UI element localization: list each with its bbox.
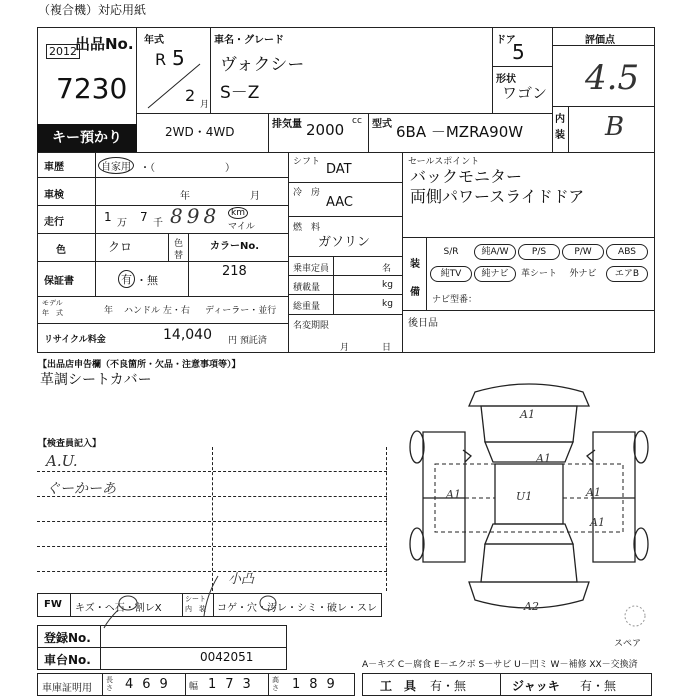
equipment-option: S/R xyxy=(443,247,459,257)
color-swap-1: 色 xyxy=(174,239,184,249)
key-badge: キー預かり xyxy=(37,124,137,152)
diagram-damage-mark: A2 xyxy=(524,600,539,613)
km-unit: km xyxy=(228,207,248,219)
car-name: ヴォクシー xyxy=(220,55,305,75)
equipment-label-1: 装 xyxy=(410,259,420,270)
fuel-label: 燃 料 xyxy=(293,223,321,233)
interior-label-1: 内 xyxy=(555,114,565,125)
width-value: 173 xyxy=(208,677,260,692)
sales-line-2: 両側パワースライドドア xyxy=(410,187,585,206)
inspection-year: 年 xyxy=(180,191,190,202)
mileage-hand: 898 xyxy=(170,204,221,228)
weight-label: 総重量 xyxy=(293,302,321,312)
lot-year-stamp: 2012 xyxy=(46,44,80,59)
diagram-damage-mark: U1 xyxy=(516,490,533,503)
model-year-line-1: モデル xyxy=(42,299,63,307)
load-label: 積載量 xyxy=(293,283,321,293)
month-value: 2 xyxy=(185,86,196,105)
mileage-man: 1 xyxy=(104,210,112,224)
equipment-option: P/W xyxy=(562,244,604,260)
fw-stains: コゲ・穴・汚レ・シミ・破レ・スレ xyxy=(217,603,377,614)
mileage-sen: 7 xyxy=(140,210,148,224)
model-year-char: 年 xyxy=(104,306,114,316)
tools-label: 工 具 xyxy=(380,679,417,693)
diagram-damage-mark: A1 xyxy=(536,452,551,465)
ac-value: AAC xyxy=(326,195,353,210)
month-unit: 月 xyxy=(200,100,210,110)
reg-no-label: 登録No. xyxy=(44,631,91,645)
color-swap-2: 替 xyxy=(174,251,184,261)
interior-label-2: 装 xyxy=(555,130,565,141)
eval-label: 評価点 xyxy=(585,35,615,46)
name-label: 車名・グレード xyxy=(214,35,284,46)
fuel-value: ガソリン xyxy=(318,235,371,250)
damage-legend: A－キズ C－腐食 E－エクボ S－サビ U－凹ミ W－補修 XX－交換済 xyxy=(362,660,638,670)
shape-value: ワゴン xyxy=(502,84,548,102)
history-rest: ・（ ） xyxy=(140,163,235,174)
recycle-value: 14,040 xyxy=(163,327,212,343)
diagram-damage-mark: A1 xyxy=(520,408,535,421)
lot-number: 7230 xyxy=(56,72,128,105)
warranty-no: ・無 xyxy=(136,274,158,287)
tools-value: 有・無 xyxy=(430,679,467,693)
equipment-option: ABS xyxy=(606,244,648,260)
diagram-damage-mark: A1 xyxy=(586,486,601,499)
handle-value: ハンドル 左・右 xyxy=(124,306,190,316)
fw-scratches: キズ・ヘ石・割レX xyxy=(75,603,162,614)
recycle-label: リサイクル料金 xyxy=(44,335,106,345)
reg-change-label: 名変期限 xyxy=(293,321,330,331)
shape-label: 形状 xyxy=(496,74,516,85)
warranty-yes: 有 xyxy=(118,270,135,288)
mileage-label: 走行 xyxy=(44,217,64,228)
equipment-option: P/S xyxy=(518,244,560,260)
year-num: 5 xyxy=(172,46,185,70)
len-label: 長さ xyxy=(106,676,113,692)
equipment-option: 外ナビ xyxy=(569,269,597,279)
chassis-value: 0042051 xyxy=(200,650,254,664)
history-value: 自家用 xyxy=(98,157,134,174)
year-era: R xyxy=(155,50,167,69)
color-no-value: 218 xyxy=(222,264,247,279)
model-year-line-2: 年 式 xyxy=(42,309,63,317)
height-value: 189 xyxy=(292,677,344,692)
drive-value: 2WD・4WD xyxy=(165,125,235,139)
recycle-unit: 円 預託済 xyxy=(228,336,267,346)
interior-score: B xyxy=(605,112,625,142)
inspection-month: 月 xyxy=(250,191,260,202)
lot-label: 出品No. xyxy=(75,35,134,53)
jack-value: 有・無 xyxy=(580,679,617,693)
inspector-label: 【検査員記入】 xyxy=(38,439,102,449)
color-value: クロ xyxy=(108,240,133,254)
jack-label: ジャッキ xyxy=(512,679,560,693)
year-label: 年式 xyxy=(144,35,164,46)
color-no-label: カラーNo. xyxy=(210,241,260,252)
equipment-label-2: 備 xyxy=(410,287,420,298)
fw-hand-strokes xyxy=(100,560,300,630)
seller-notes-text: 革調シートカバー xyxy=(40,372,152,388)
reg-month: 月 xyxy=(340,343,350,353)
reg-day: 日 xyxy=(382,343,392,353)
len-value: 469 xyxy=(125,677,177,692)
doors-value: 5 xyxy=(512,40,525,64)
diagram-damage-mark: A1 xyxy=(446,488,461,501)
eval-score: 4.5 xyxy=(585,58,640,98)
car-grade: S－Z xyxy=(220,83,260,103)
displacement-value: 2000 xyxy=(306,121,345,139)
inspector-line-2: ぐーかーあ xyxy=(46,481,116,497)
mile-unit: マイル xyxy=(228,222,255,232)
displacement-label: 排気量 xyxy=(272,119,302,130)
capacity-unit: 名 xyxy=(382,264,392,274)
chassis-label: 車台No. xyxy=(44,653,91,667)
seller-notes-label: 【出品店申告欄（不良箇所・欠品・注意事項等）】 xyxy=(38,360,241,370)
sales-line-1: バックモニター xyxy=(410,167,523,186)
navi-label: ナビ型番： xyxy=(432,295,478,305)
model-label: 型式 xyxy=(372,119,392,130)
rear-label: 後日品 xyxy=(408,318,438,329)
man-unit: 万 xyxy=(117,218,127,229)
doors-label: ドア xyxy=(496,35,516,46)
form-header: （複合機）対応用紙 xyxy=(38,3,147,17)
fw-label: FW xyxy=(44,599,62,610)
fw-seat-1: シート xyxy=(185,595,206,603)
sen-unit: 千 xyxy=(153,218,163,229)
shift-value: DAT xyxy=(326,162,352,177)
equipment-option: 革シート xyxy=(520,269,557,279)
cc-unit: cc xyxy=(352,116,362,126)
color-label: 色 xyxy=(56,245,66,256)
weight-unit: kg xyxy=(382,299,393,309)
inspector-line-1: A.U. xyxy=(46,452,78,470)
load-unit: kg xyxy=(382,280,393,290)
height-label: 高さ xyxy=(272,676,279,692)
ac-label: 冷 房 xyxy=(293,188,321,198)
width-label: 幅 xyxy=(189,682,199,692)
diagram-damage-mark: A1 xyxy=(590,516,605,529)
fw-hand-above: 小凸 xyxy=(228,572,255,587)
equipment-option: 純A/W xyxy=(474,244,516,260)
shift-label: シフト xyxy=(293,157,321,167)
cert-label: 車庫証明用 xyxy=(42,683,92,694)
equipment-option: 純ナビ xyxy=(474,266,516,282)
dealer-value: ディーラー・並行 xyxy=(205,306,277,316)
capacity-label: 乗車定員 xyxy=(293,264,330,274)
model-value: 6BA －MZRA90W xyxy=(396,123,524,141)
history-label: 車歴 xyxy=(44,162,64,173)
warranty-label: 保証書 xyxy=(44,276,74,287)
equipment-option: 純TV xyxy=(430,266,472,282)
equipment-option: エアB xyxy=(606,266,648,282)
spare-label: スペア xyxy=(614,639,642,649)
fw-seat-2: 内 装 xyxy=(185,605,206,613)
sales-label: セールスポイント xyxy=(408,157,480,167)
inspection-label: 車検 xyxy=(44,190,64,201)
